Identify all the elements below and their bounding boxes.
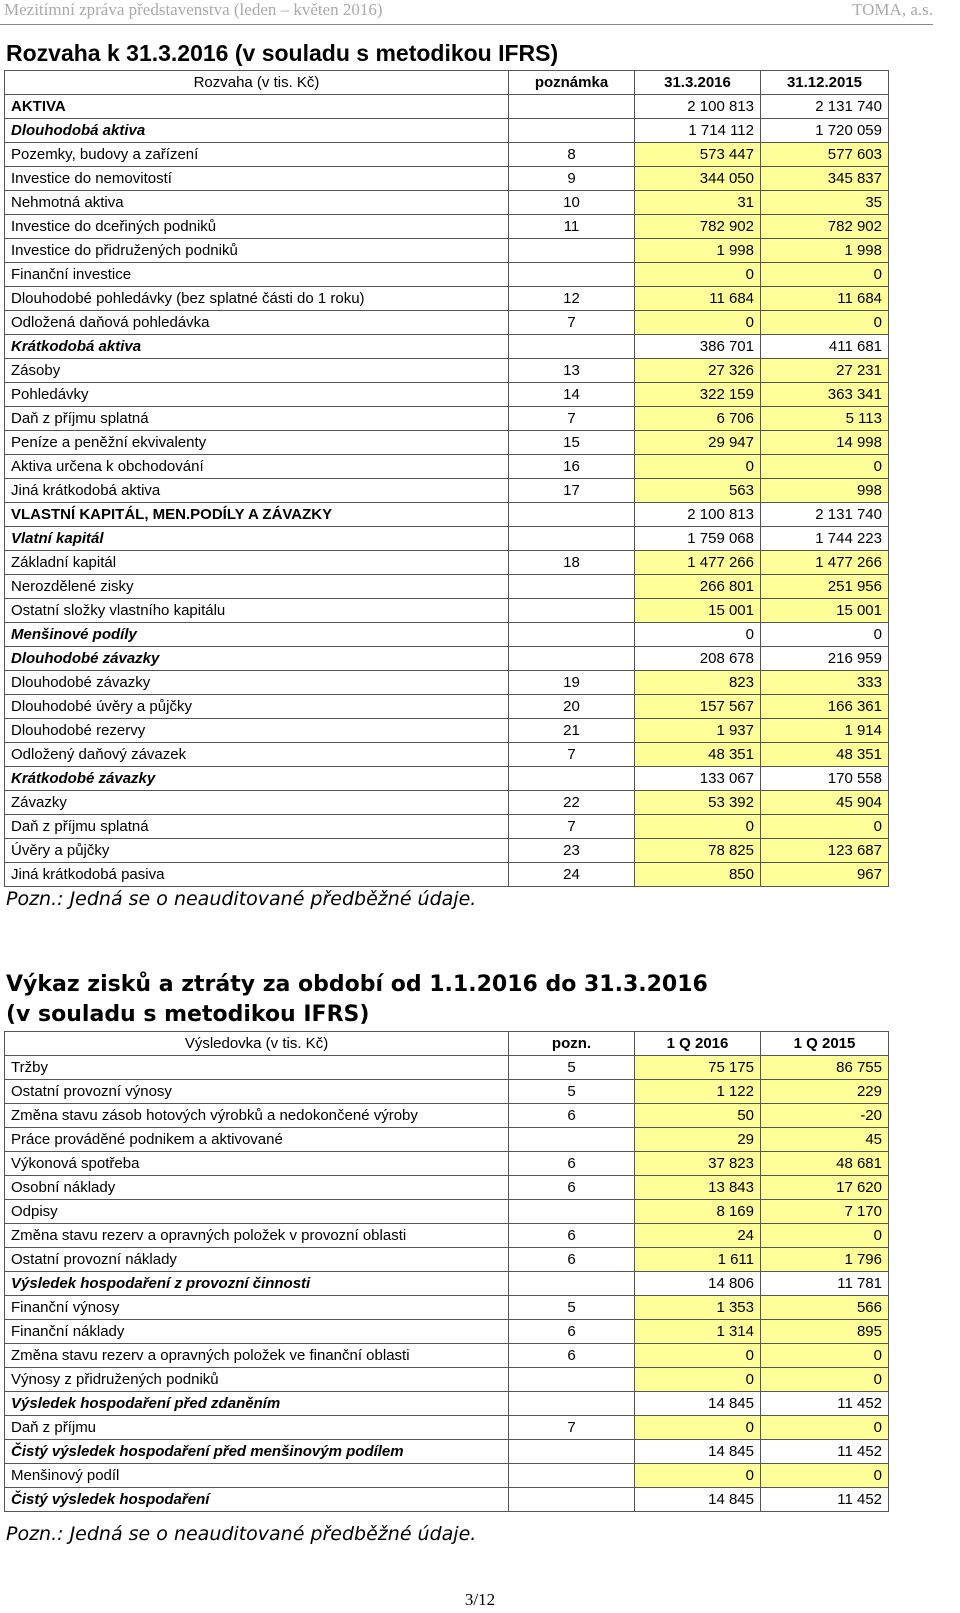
row-value-current: 14 845 [635, 1392, 761, 1416]
row-value-current: 29 [635, 1128, 761, 1152]
row-note [509, 527, 635, 551]
row-label: AKTIVA [5, 95, 509, 119]
table-row [5, 1200, 889, 1224]
table-row [5, 551, 889, 575]
row-label: Pohledávky [5, 383, 509, 407]
row-note [509, 119, 635, 143]
row-label: Dlouhodobé závazky [5, 671, 509, 695]
table-row [5, 95, 889, 119]
row-value-current: 6 706 [635, 407, 761, 431]
row-value-current: 50 [635, 1104, 761, 1128]
table-row [5, 671, 889, 695]
row-note [509, 767, 635, 791]
table-row [5, 767, 889, 791]
row-value-previous: 45 [761, 1128, 889, 1152]
row-note: 5 [509, 1080, 635, 1104]
column-header-label: Výsledovka (v tis. Kč) [5, 1032, 509, 1056]
row-value-current: 1 714 112 [635, 119, 761, 143]
table-row [5, 503, 889, 527]
row-value-previous: 229 [761, 1080, 889, 1104]
row-label: Investice do dceřiných podniků [5, 215, 509, 239]
row-note: 5 [509, 1056, 635, 1080]
table-row [5, 407, 889, 431]
row-value-current: 48 351 [635, 743, 761, 767]
row-note: 6 [509, 1152, 635, 1176]
row-label: Jiná krátkodobá pasiva [5, 863, 509, 887]
row-value-current: 11 684 [635, 287, 761, 311]
row-label: Úvěry a půjčky [5, 839, 509, 863]
row-note [509, 1272, 635, 1296]
row-value-previous: 577 603 [761, 143, 889, 167]
page-header [0, 0, 933, 25]
income-footnote: Pozn.: Jedná se o neauditované předběžné údaje. [6, 1523, 477, 1545]
row-label: Krátkodobá aktiva [5, 335, 509, 359]
table-row [5, 599, 889, 623]
row-value-previous: 45 904 [761, 791, 889, 815]
table-row [5, 1248, 889, 1272]
row-value-current: 1 477 266 [635, 551, 761, 575]
row-note [509, 1440, 635, 1464]
table-row [5, 1296, 889, 1320]
row-value-current: 157 567 [635, 695, 761, 719]
row-value-current: 8 169 [635, 1200, 761, 1224]
row-label: Investice do nemovitostí [5, 167, 509, 191]
row-note: 19 [509, 671, 635, 695]
row-note: 21 [509, 719, 635, 743]
row-value-previous: 0 [761, 1464, 889, 1488]
row-label: Menšinový podíl [5, 1464, 509, 1488]
row-value-previous: 14 998 [761, 431, 889, 455]
header-company: TOMA, a.s. [852, 0, 933, 19]
row-value-previous: 363 341 [761, 383, 889, 407]
table-row [5, 743, 889, 767]
row-note: 24 [509, 863, 635, 887]
row-label: Menšinové podíly [5, 623, 509, 647]
row-note [509, 263, 635, 287]
row-value-previous: 895 [761, 1320, 889, 1344]
row-value-current: 0 [635, 1368, 761, 1392]
row-label: Výnosy z přidružených podniků [5, 1368, 509, 1392]
row-label: Zásoby [5, 359, 509, 383]
table-row [5, 1224, 889, 1248]
row-value-current: 27 326 [635, 359, 761, 383]
table-row [5, 815, 889, 839]
row-value-current: 53 392 [635, 791, 761, 815]
table-row [5, 1128, 889, 1152]
income-title [6, 970, 708, 1030]
row-label: Výsledek hospodaření z provozní činnosti [5, 1272, 509, 1296]
row-label: Finanční investice [5, 263, 509, 287]
table-row [5, 1272, 889, 1296]
row-value-previous: 7 170 [761, 1200, 889, 1224]
row-label: Tržby [5, 1056, 509, 1080]
row-value-previous: 1 477 266 [761, 551, 889, 575]
table-row [5, 1368, 889, 1392]
row-value-previous: 1 914 [761, 719, 889, 743]
row-note [509, 623, 635, 647]
row-label: VLASTNÍ KAPITÁL, MEN.PODÍLY A ZÁVAZKY [5, 503, 509, 527]
row-note [509, 1488, 635, 1512]
header-title: Mezitímní zpráva představenstva (leden – květen 2016) [4, 0, 383, 19]
row-value-previous: 0 [761, 455, 889, 479]
row-value-previous: 0 [761, 1416, 889, 1440]
row-label: Změna stavu rezerv a opravných položek v provozní oblasti [5, 1224, 509, 1248]
row-value-current: 322 159 [635, 383, 761, 407]
row-value-current: 75 175 [635, 1056, 761, 1080]
table-row [5, 119, 889, 143]
row-note: 6 [509, 1104, 635, 1128]
table-row [5, 1392, 889, 1416]
row-value-previous: 782 902 [761, 215, 889, 239]
row-value-previous: 166 361 [761, 695, 889, 719]
row-note [509, 1392, 635, 1416]
row-note: 15 [509, 431, 635, 455]
column-header-current: 1 Q 2016 [635, 1032, 761, 1056]
row-value-current: 1 611 [635, 1248, 761, 1272]
table-row [5, 239, 889, 263]
row-note [509, 575, 635, 599]
row-value-previous: 123 687 [761, 839, 889, 863]
table-row [5, 479, 889, 503]
table-row [5, 215, 889, 239]
balance-footnote: Pozn.: Jedná se o neauditované předběžné údaje. [6, 888, 477, 910]
table-row [5, 1416, 889, 1440]
row-note [509, 599, 635, 623]
column-header-previous: 1 Q 2015 [761, 1032, 889, 1056]
row-value-current: 0 [635, 1464, 761, 1488]
balance-title: Rozvaha k 31.3.2016 (v souladu s metodikou IFRS) [6, 40, 559, 66]
row-value-current: 2 100 813 [635, 95, 761, 119]
row-value-current: 0 [635, 311, 761, 335]
row-note: 7 [509, 1416, 635, 1440]
table-row [5, 791, 889, 815]
row-note [509, 1200, 635, 1224]
row-value-previous: 333 [761, 671, 889, 695]
table-row [5, 863, 889, 887]
row-value-previous: 0 [761, 623, 889, 647]
row-value-current: 1 353 [635, 1296, 761, 1320]
row-label: Změna stavu zásob hotových výrobků a nedokončené výroby [5, 1104, 509, 1128]
row-value-previous: 15 001 [761, 599, 889, 623]
row-value-current: 1 314 [635, 1320, 761, 1344]
table-row [5, 383, 889, 407]
row-value-current: 823 [635, 671, 761, 695]
income-table [4, 1031, 889, 1512]
row-note [509, 647, 635, 671]
row-value-previous: 216 959 [761, 647, 889, 671]
row-label: Daň z příjmu splatná [5, 815, 509, 839]
row-value-current: 0 [635, 455, 761, 479]
row-label: Investice do přidružených podniků [5, 239, 509, 263]
row-label: Práce prováděné podnikem a aktivované [5, 1128, 509, 1152]
row-label: Nehmotná aktiva [5, 191, 509, 215]
row-label: Ostatní složky vlastního kapitálu [5, 599, 509, 623]
row-label: Změna stavu rezerv a opravných položek ve finanční oblasti [5, 1344, 509, 1368]
table-row [5, 1176, 889, 1200]
row-value-previous: 967 [761, 863, 889, 887]
row-value-current: 78 825 [635, 839, 761, 863]
table-row [5, 1056, 889, 1080]
row-value-current: 344 050 [635, 167, 761, 191]
column-header-note: poznámka [509, 71, 635, 95]
row-value-previous: 1 796 [761, 1248, 889, 1272]
table-row [5, 575, 889, 599]
row-value-previous: 35 [761, 191, 889, 215]
row-label: Ostatní provozní výnosy [5, 1080, 509, 1104]
row-label: Závazky [5, 791, 509, 815]
row-value-current: 0 [635, 1344, 761, 1368]
row-note: 10 [509, 191, 635, 215]
row-value-current: 1 759 068 [635, 527, 761, 551]
row-value-current: 0 [635, 1416, 761, 1440]
table-row [5, 527, 889, 551]
row-value-current: 15 001 [635, 599, 761, 623]
row-note: 7 [509, 407, 635, 431]
row-label: Daň z příjmu [5, 1416, 509, 1440]
column-header-current: 31.3.2016 [635, 71, 761, 95]
row-label: Výsledek hospodaření před zdaněním [5, 1392, 509, 1416]
income-title-line2: (v souladu s metodikou IFRS) [6, 1002, 370, 1027]
row-value-current: 850 [635, 863, 761, 887]
row-label: Finanční výnosy [5, 1296, 509, 1320]
row-value-previous: 0 [761, 1368, 889, 1392]
row-value-previous: 345 837 [761, 167, 889, 191]
balance-table [4, 70, 889, 887]
table-row [5, 335, 889, 359]
row-label: Pozemky, budovy a zařízení [5, 143, 509, 167]
row-note: 6 [509, 1320, 635, 1344]
table-row [5, 455, 889, 479]
row-value-current: 133 067 [635, 767, 761, 791]
row-value-current: 563 [635, 479, 761, 503]
table-row [5, 1320, 889, 1344]
row-label: Daň z příjmu splatná [5, 407, 509, 431]
row-value-previous: 0 [761, 815, 889, 839]
row-note: 13 [509, 359, 635, 383]
row-value-previous: 170 558 [761, 767, 889, 791]
row-note: 6 [509, 1344, 635, 1368]
row-note: 16 [509, 455, 635, 479]
row-value-previous: 0 [761, 1344, 889, 1368]
row-note: 20 [509, 695, 635, 719]
table-row [5, 1488, 889, 1512]
row-value-current: 266 801 [635, 575, 761, 599]
row-value-current: 0 [635, 815, 761, 839]
row-note: 23 [509, 839, 635, 863]
row-value-previous: 0 [761, 311, 889, 335]
row-value-previous: 5 113 [761, 407, 889, 431]
row-note [509, 1368, 635, 1392]
table-row [5, 623, 889, 647]
table-row [5, 1440, 889, 1464]
row-value-previous: 1 720 059 [761, 119, 889, 143]
row-label: Výkonová spotřeba [5, 1152, 509, 1176]
row-label: Dlouhodobé rezervy [5, 719, 509, 743]
row-value-previous: 1 744 223 [761, 527, 889, 551]
table-row [5, 719, 889, 743]
row-value-current: 1 998 [635, 239, 761, 263]
row-note: 11 [509, 215, 635, 239]
row-value-previous: 11 452 [761, 1440, 889, 1464]
row-value-previous: 1 998 [761, 239, 889, 263]
row-note: 22 [509, 791, 635, 815]
row-label: Finanční náklady [5, 1320, 509, 1344]
row-value-current: 208 678 [635, 647, 761, 671]
row-note: 9 [509, 167, 635, 191]
row-label: Dlouhodobé úvěry a půjčky [5, 695, 509, 719]
row-value-previous: 11 452 [761, 1392, 889, 1416]
page-number: 3/12 [464, 1590, 496, 1609]
row-value-previous: 2 131 740 [761, 503, 889, 527]
row-note [509, 1464, 635, 1488]
row-value-previous: 27 231 [761, 359, 889, 383]
row-value-previous: 48 681 [761, 1152, 889, 1176]
row-value-previous: 0 [761, 263, 889, 287]
row-label: Nerozdělené zisky [5, 575, 509, 599]
row-value-current: 782 902 [635, 215, 761, 239]
row-value-previous: 11 781 [761, 1272, 889, 1296]
income-title-line1: Výkaz zisků a ztráty za období od 1.1.2016 do 31.3.2016 [6, 972, 708, 997]
table-header-row [5, 1032, 889, 1056]
row-value-current: 24 [635, 1224, 761, 1248]
table-row [5, 839, 889, 863]
table-row [5, 1080, 889, 1104]
row-value-previous: 48 351 [761, 743, 889, 767]
row-label: Jiná krátkodobá aktiva [5, 479, 509, 503]
row-value-current: 37 823 [635, 1152, 761, 1176]
row-label: Peníze a peněžní ekvivalenty [5, 431, 509, 455]
row-value-current: 14 845 [635, 1440, 761, 1464]
table-row [5, 287, 889, 311]
row-note: 8 [509, 143, 635, 167]
table-row [5, 1152, 889, 1176]
row-note: 6 [509, 1176, 635, 1200]
row-value-current: 386 701 [635, 335, 761, 359]
table-row [5, 695, 889, 719]
row-value-current: 31 [635, 191, 761, 215]
row-value-current: 0 [635, 263, 761, 287]
row-note: 14 [509, 383, 635, 407]
row-label: Vlatní kapitál [5, 527, 509, 551]
row-value-current: 14 806 [635, 1272, 761, 1296]
row-note: 12 [509, 287, 635, 311]
row-value-previous: 17 620 [761, 1176, 889, 1200]
table-row [5, 311, 889, 335]
table-row [5, 1464, 889, 1488]
row-value-current: 29 947 [635, 431, 761, 455]
column-header-note: pozn. [509, 1032, 635, 1056]
row-label: Dlouhodobé pohledávky (bez splatné části do 1 roku) [5, 287, 509, 311]
row-value-previous: 0 [761, 1224, 889, 1248]
row-value-current: 13 843 [635, 1176, 761, 1200]
row-value-previous: 11 684 [761, 287, 889, 311]
row-note: 18 [509, 551, 635, 575]
row-label: Odložený daňový závazek [5, 743, 509, 767]
row-label: Dlouhodobá aktiva [5, 119, 509, 143]
row-note: 7 [509, 815, 635, 839]
row-label: Osobní náklady [5, 1176, 509, 1200]
row-note: 7 [509, 743, 635, 767]
column-header-previous: 31.12.2015 [761, 71, 889, 95]
row-label: Dlouhodobé závazky [5, 647, 509, 671]
row-value-current: 2 100 813 [635, 503, 761, 527]
row-note [509, 503, 635, 527]
row-value-current: 1 122 [635, 1080, 761, 1104]
row-note: 7 [509, 311, 635, 335]
row-note: 6 [509, 1224, 635, 1248]
table-row [5, 191, 889, 215]
table-row [5, 1344, 889, 1368]
row-label: Čistý výsledek hospodaření [5, 1488, 509, 1512]
row-label: Ostatní provozní náklady [5, 1248, 509, 1272]
row-note: 5 [509, 1296, 635, 1320]
row-label: Aktiva určena k obchodování [5, 455, 509, 479]
table-row [5, 647, 889, 671]
table-row [5, 1104, 889, 1128]
row-note [509, 95, 635, 119]
row-value-previous: 411 681 [761, 335, 889, 359]
row-note: 17 [509, 479, 635, 503]
row-value-previous: -20 [761, 1104, 889, 1128]
row-note: 6 [509, 1248, 635, 1272]
row-value-previous: 566 [761, 1296, 889, 1320]
row-value-previous: 2 131 740 [761, 95, 889, 119]
row-value-current: 14 845 [635, 1488, 761, 1512]
row-value-current: 0 [635, 623, 761, 647]
row-label: Čistý výsledek hospodaření před menšinovým podílem [5, 1440, 509, 1464]
row-note [509, 1128, 635, 1152]
table-row [5, 263, 889, 287]
table-row [5, 431, 889, 455]
column-header-label: Rozvaha (v tis. Kč) [5, 71, 509, 95]
table-row [5, 359, 889, 383]
row-note [509, 335, 635, 359]
row-note [509, 239, 635, 263]
row-value-previous: 11 452 [761, 1488, 889, 1512]
row-value-previous: 86 755 [761, 1056, 889, 1080]
row-value-current: 1 937 [635, 719, 761, 743]
table-header-row [5, 71, 889, 95]
row-label: Základní kapitál [5, 551, 509, 575]
row-value-previous: 998 [761, 479, 889, 503]
row-label: Odpisy [5, 1200, 509, 1224]
row-value-previous: 251 956 [761, 575, 889, 599]
table-row [5, 167, 889, 191]
row-value-current: 573 447 [635, 143, 761, 167]
row-label: Krátkodobé závazky [5, 767, 509, 791]
table-row [5, 143, 889, 167]
row-label: Odložená daňová pohledávka [5, 311, 509, 335]
